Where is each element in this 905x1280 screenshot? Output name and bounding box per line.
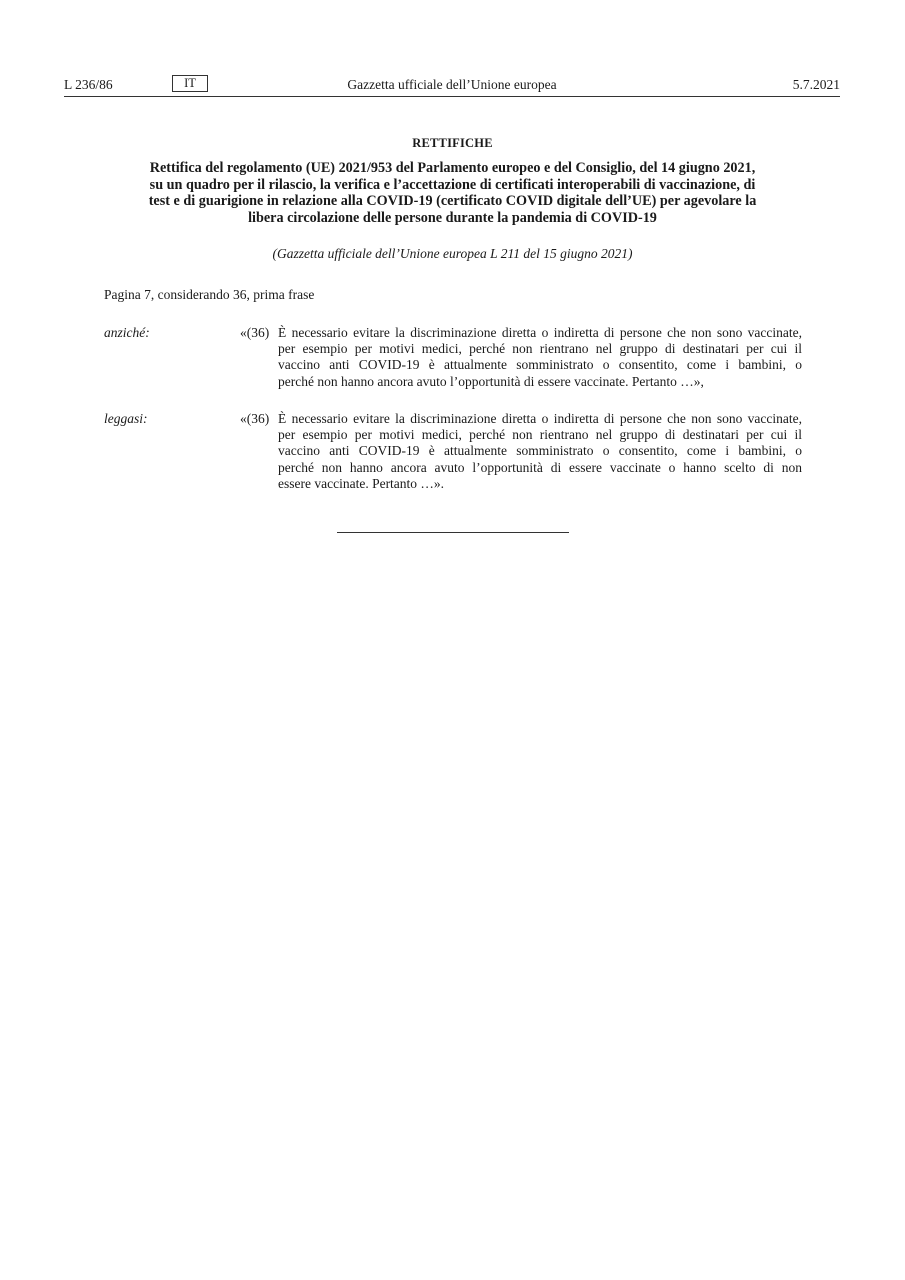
entry-label: leggasi: — [104, 411, 148, 426]
end-divider — [337, 532, 569, 533]
document-title — [130, 160, 775, 226]
entry-text-line: È necessario evitare la discriminazione diretta o indiretta di persone che non sono vaccinate, — [278, 411, 802, 426]
entry-label: anziché: — [104, 325, 150, 340]
recital-number: «(36) — [240, 411, 270, 426]
journal-title: Gazzetta ufficiale dell’Unione europea — [347, 77, 557, 92]
entry-text-line: vaccino anti COVID-19 è attualmente somministrato o consentito, come i bambini, o — [278, 443, 802, 459]
entry-text — [278, 411, 802, 492]
entry-text-line: per esempio per motivi medici, perché non rientrano nel gruppo di destinatari per cui il — [278, 427, 802, 443]
entry-text-line: per esempio per motivi medici, perché non rientrano nel gruppo di destinatari per cui il — [278, 341, 802, 357]
language-badge: IT — [172, 75, 208, 92]
section-title: RETTIFICHE — [412, 136, 493, 150]
document-title-line: Rettifica del regolamento (UE) 2021/953 del Parlamento europeo e del Consiglio, del 14 giugno 2021, — [149, 160, 756, 176]
entry-text-line: essere vaccinate. Pertanto …». — [278, 475, 445, 491]
entry-text — [278, 325, 802, 390]
entry-text-line: vaccino anti COVID-19 è attualmente somministrato o consentito, come i bambini, o — [278, 357, 802, 373]
document-title-line: su un quadro per il rilascio, la verifica e l’accettazione di certificati interoperabili di vaccinazione, di — [149, 176, 756, 193]
correction-location: Pagina 7, considerando 36, prima frase — [104, 287, 315, 302]
entry-text-line: perché non hanno ancora avuto l’opportunità di essere vaccinate. Pertanto …», — [278, 373, 704, 389]
page-reference: L 236/86 — [64, 77, 113, 92]
correction-entry-corrected — [104, 411, 802, 511]
publication-date: 5.7.2021 — [792, 77, 840, 92]
entry-text-line: perché non hanno ancora avuto l’opportunità di essere vaccinate o hanno scelto di non — [278, 459, 802, 475]
document-title-line: libera circolazione delle persone durante la pandemia di COVID-19 — [248, 209, 657, 226]
journal-reference: (Gazzetta ufficiale dell’Unione europea L 211 del 15 giugno 2021) — [272, 246, 633, 261]
entry-text-line: È necessario evitare la discriminazione diretta o indiretta di persone che non sono vaccinate, — [278, 325, 802, 340]
document-title-line: test e di guarigione in relazione alla COVID-19 (certificato COVID digitale dell’UE) per agevolare la — [148, 193, 757, 209]
recital-number: «(36) — [240, 325, 270, 340]
correction-entry-original — [104, 325, 802, 409]
page-header — [64, 74, 840, 97]
